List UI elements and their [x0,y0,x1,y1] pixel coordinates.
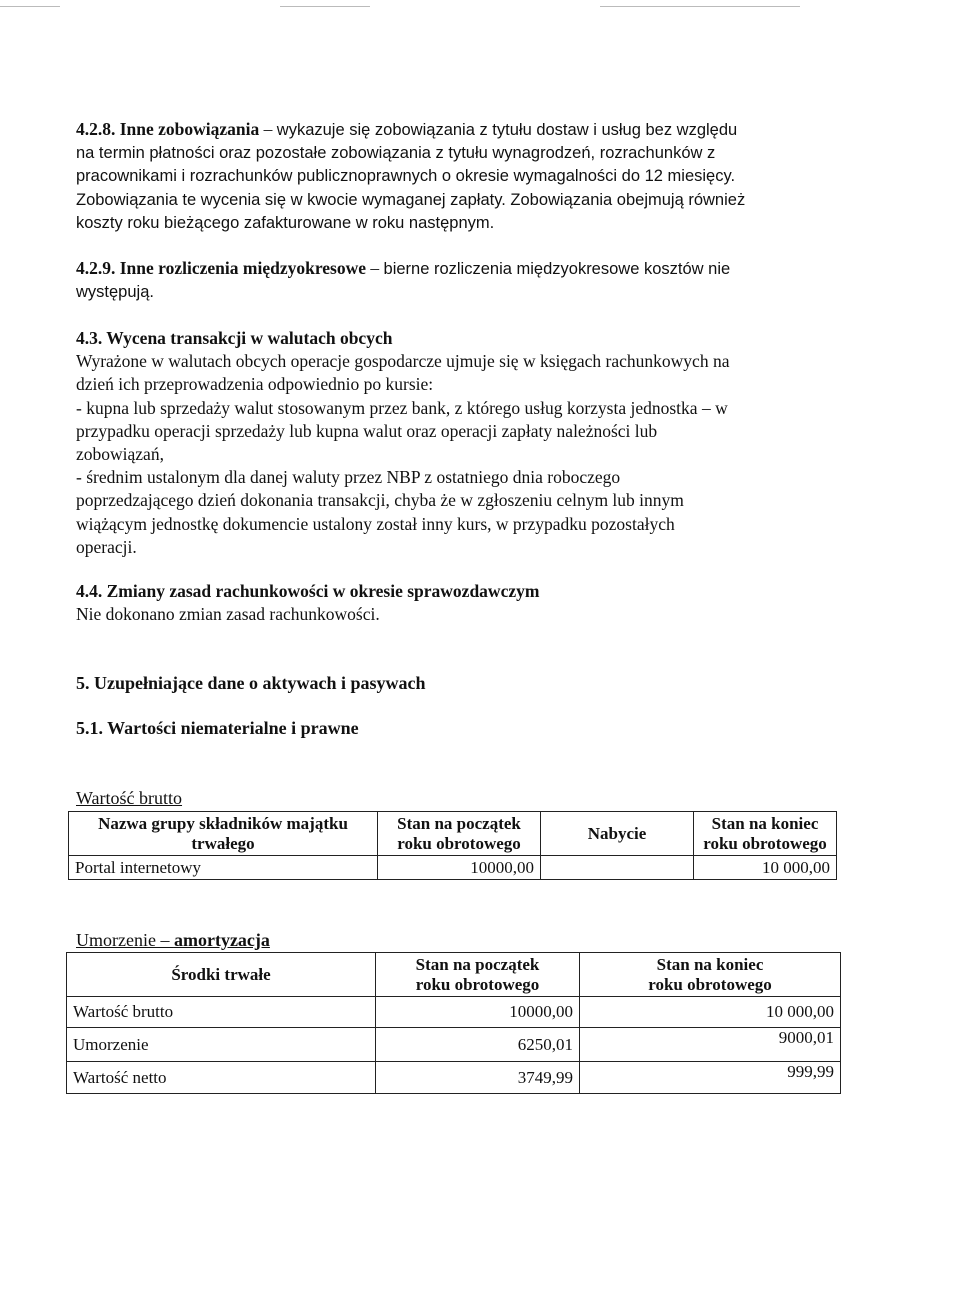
cell-end: 999,99 [580,1062,841,1094]
paragraph-line: wiążącym jednostkę dokumencie ustalony został inny kurs, w przypadku pozostałych [76,513,675,534]
header-text: Stan na koniec [711,813,819,833]
table2-title-text: Umorzenie – [76,930,174,950]
header-text: Nazwa grupy składników majątku [98,813,348,833]
section-number: 4.2.9. [76,258,116,278]
paragraph-line: operacji. [76,536,137,557]
header-text: roku obrotowego [397,833,521,853]
paragraph-line: występują. [76,283,154,302]
table-gross-value [68,811,837,880]
paragraph-line: dzień ich przeprowadzenia odpowiednio po kursie: [76,374,434,395]
paragraph-line: Nie dokonano zmian zasad rachunkowości. [76,604,380,625]
dash: – [366,258,384,278]
paragraph-line: zobowiązań, [76,444,164,465]
header-cell: Nabycie [541,812,694,856]
section-4-2-9 [76,257,846,304]
paragraph-line: - kupna lub sprzedaży walut stosowanym przez bank, z którego usług korzysta jednostka – w [76,397,728,418]
table1-title [76,788,182,809]
paragraph-line: Zobowiązania te wycenia się w kwocie wymaganej zapłaty. Zobowiązania obejmują również [76,190,746,209]
scan-edge-line [600,6,800,7]
paragraph-text: bierne rozliczenia międzyokresowe kosztów nie [383,260,731,278]
section-number: 4.2.8. [76,119,116,139]
table2-title [76,930,270,951]
table2-title-text: amortyzacja [173,930,270,950]
paragraph-line: pracownikami i rozrachunków publicznoprawnych o okresie wymagalności do 12 miesięcy. [76,167,736,186]
header-cell [580,953,841,997]
cell-name: Wartość brutto [67,997,376,1028]
section-5-heading: 5. Uzupełniające dane o aktywach i pasywach [76,673,426,693]
cell-start: 10000,00 [376,997,580,1028]
section-title: Inne zobowiązania [119,119,260,139]
cell-name: Wartość netto [67,1062,376,1094]
header-cell: Środki trwałe [67,953,376,997]
table-row [67,997,841,1028]
header-text: trwałego [191,833,255,853]
dash: – [259,119,277,139]
header-cell [378,812,541,856]
scan-edge-line [0,6,60,7]
header-text: roku obrotowego [415,974,540,994]
paragraph-line: Wyrażone w walutach obcych operacje gospodarcze ujmuje się w księgach rachunkowych na [76,351,730,372]
scan-edge-line [280,6,370,7]
paragraph-line: poprzedzającego dzień dokonania transakcji, chyba że w zgłoszeniu celnym lub innym [76,490,684,511]
table-row [69,856,837,880]
paragraph-line: - średnim ustalonym dla danej waluty przez NBP z ostatniego dnia roboczego [76,467,621,488]
section-4-3 [76,327,846,559]
header-text: roku obrotowego [703,833,827,853]
table-header-row [67,953,841,997]
paragraph-line: przypadku operacji sprzedaży lub kupna walut oraz operacji zapłaty należności lub [76,420,658,441]
section-4-4 [76,580,846,626]
table-header-row [69,812,837,856]
paragraph-line: koszty roku bieżącego zafakturowane w roku następnym. [76,213,495,232]
header-text: Stan na koniec [656,954,764,974]
table-row [67,1062,841,1094]
section-4-2-8 [76,118,846,235]
header-text: Stan na początek [397,813,521,833]
cell-end: 10 000,00 [580,997,841,1028]
table-depreciation [66,952,841,1094]
header-cell [69,812,378,856]
paragraph-text: wykazuje się zobowiązania z tytułu dostaw i usług bez względu [276,121,738,139]
header-text: Stan na początek [415,954,540,974]
header-cell [694,812,837,856]
section-heading: 4.4. Zmiany zasad rachunkowości w okresie sprawozdawczym [76,581,540,601]
cell-acquisition [541,856,694,880]
cell-start: 6250,01 [376,1028,580,1062]
paragraph-line [76,118,846,142]
cell-end: 9000,01 [580,1028,841,1062]
cell-end: 10 000,00 [694,856,837,880]
paragraph-line: na termin płatności oraz pozostałe zobowiązania z tytułu wynagrodzeń, rozrachunków z [76,144,716,163]
section-heading: 4.3. Wycena transakcji w walutach obcych [76,328,393,348]
paragraph-line [76,257,846,281]
cell-name: Umorzenie [67,1028,376,1062]
table-row [67,1028,841,1062]
section-title: Inne rozliczenia międzyokresowe [119,258,367,278]
cell-start: 10000,00 [378,856,541,880]
header-text: roku obrotowego [648,974,772,994]
table1-title-text: Wartość brutto [76,788,183,808]
cell-start: 3749,99 [376,1062,580,1094]
cell-name: Portal internetowy [69,856,378,880]
header-cell [376,953,580,997]
section-5-1-heading: 5.1. Wartości niematerialne i prawne [76,718,359,738]
